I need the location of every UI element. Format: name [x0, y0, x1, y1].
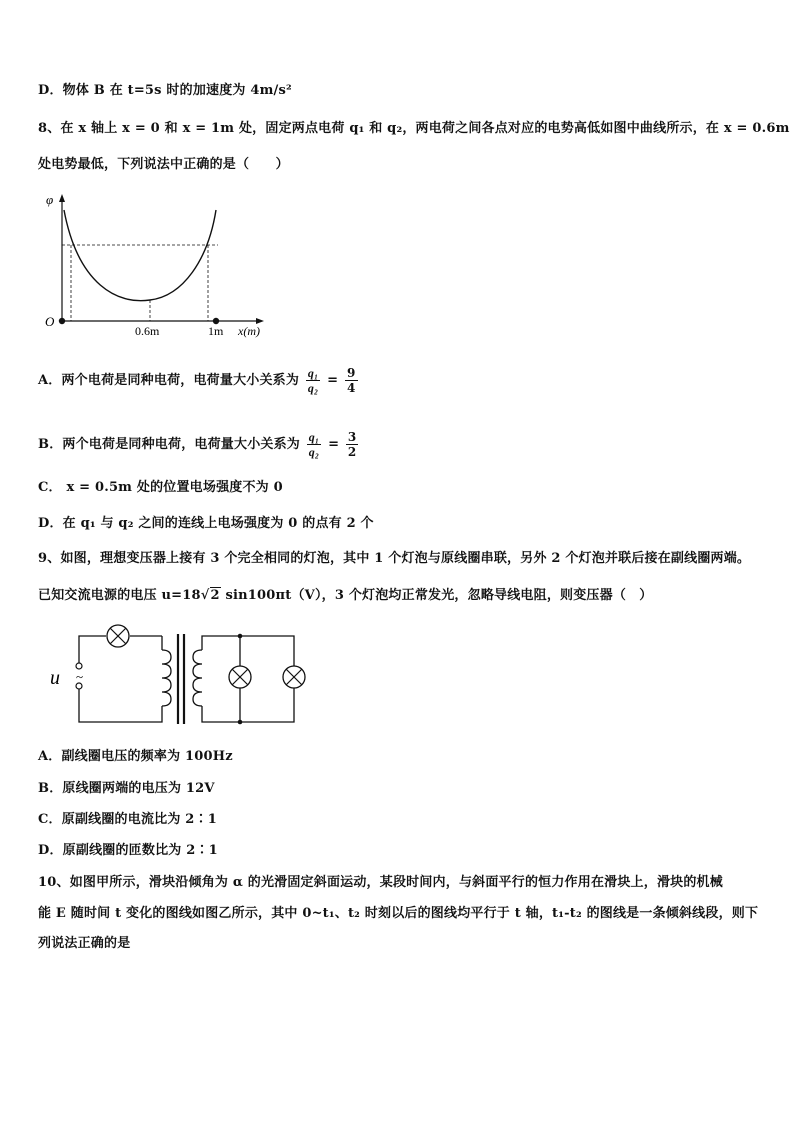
- q8-option-d: D．在 q₁ 与 q₂ 之间的连线上电场强度为 0 的点有 2 个: [38, 516, 374, 531]
- q8-stem-line2: 处电势最低，下列说法中正确的是（ ）: [38, 157, 289, 172]
- q9-option-b: B．原线圈两端的电压为 12V: [38, 781, 215, 796]
- graph-y-label: φ: [46, 192, 54, 207]
- q9-stem-line1: 9、如图，理想变压器上接有 3 个完全相同的灯泡，其中 1 个灯泡与原线圈串联，另外 2 个灯泡并联后接在副线圈两端。: [38, 551, 751, 566]
- graph-tick-1: 1m: [208, 324, 224, 338]
- potential-graph: [38, 190, 288, 340]
- graph-tick-06: 0.6m: [135, 324, 160, 338]
- q8-option-c: C． x = 0.5m 处的位置电场强度不为 0: [38, 480, 283, 495]
- q10-stem-line1: 10、如图甲所示，滑块沿倾角为 α 的光滑固定斜面运动，某段时间内，与斜面平行的恒力作用在滑块上，滑块的机械: [38, 875, 723, 890]
- lamp-1: [107, 625, 129, 647]
- lamp-2: [229, 666, 251, 688]
- q9-stem-line2: 已知交流电源的电压 u=18√2 sin100πt（V），3 个灯泡均正常发光，忽略导线电阻，则变压器（ ）: [38, 588, 653, 603]
- prev-option-d: D．物体 B 在 t=5s 时的加速度为 4m/s²: [38, 83, 292, 98]
- transformer-circuit: [44, 620, 334, 730]
- q8-option-b: B．两个电荷是同种电荷，电荷量大小关系为 $\frac{\text{q₁}}{\text{q₂}}$ = $\frac{3}{2}$: [38, 430, 357, 459]
- potential-curve: [64, 210, 216, 301]
- secondary-coil: [193, 650, 202, 706]
- lamp-3: [283, 666, 305, 688]
- graph-x-label: x(m): [238, 324, 260, 338]
- graph-origin-label: O: [45, 314, 55, 329]
- q8-option-a: A．两个电荷是同种电荷，电荷量大小关系为 $\frac{\text{q₁}}{\text{q₂}}$ = $\frac{9}{4}$: [38, 366, 356, 395]
- q9-option-c: C．原副线圈的电流比为 2∶1: [38, 812, 217, 827]
- source-label-ac: ~: [76, 669, 84, 684]
- charge-q1-dot: [59, 318, 65, 324]
- q8-stem-line1: 8、在 x 轴上 x = 0 和 x = 1m 处，固定两点电荷 q₁ 和 q₂，两电荷之间各点对应的电势高低如图中曲线所示，在 x = 0.6m: [38, 121, 790, 136]
- q9-option-a: A．副线圈电压的频率为 100Hz: [38, 749, 233, 764]
- source-label-u: u: [50, 667, 60, 689]
- q10-stem-line2: 能 E 随时间 t 变化的图线如图乙所示，其中 0~t₁、t₂ 时刻以后的图线均平行于 t 轴，t₁-t₂ 的图线是一条倾斜线段，则下: [38, 906, 759, 921]
- q10-stem-line3: 列说法正确的是: [38, 936, 131, 951]
- q9-option-d: D．原副线圈的匝数比为 2∶1: [38, 843, 218, 858]
- primary-coil: [162, 650, 171, 708]
